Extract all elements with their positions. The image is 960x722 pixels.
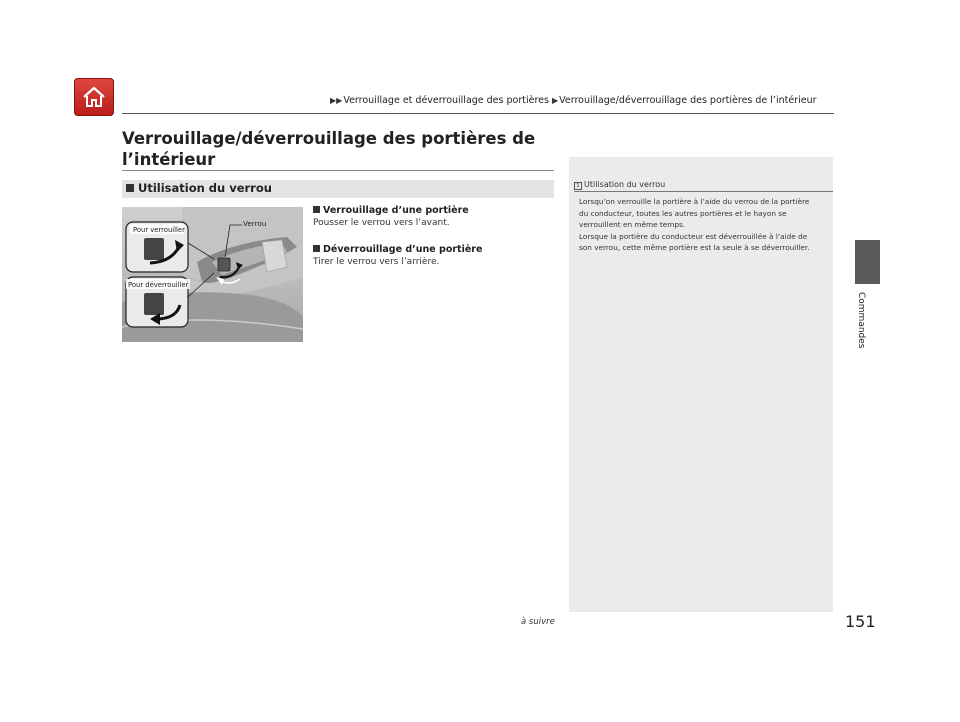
breadcrumb — [330, 95, 817, 106]
page-title-line-1: Verrouillage/déverrouillage des portières de — [122, 129, 536, 148]
continued-label: à suivre — [521, 617, 555, 627]
label-verrou: Verrou — [243, 219, 267, 228]
page-title — [122, 128, 552, 170]
section-title-text: Utilisation du verrou — [138, 181, 272, 195]
chapter-tab[interactable] — [855, 240, 880, 284]
breadcrumb-arrow-icon: ▶ — [551, 96, 559, 105]
breadcrumb-arrow-icon: ▶▶ — [330, 96, 343, 105]
lock-subsection — [313, 205, 553, 228]
page-number: 151 — [845, 612, 876, 631]
unlock-subsection — [313, 244, 553, 267]
door-lock-illustration — [122, 207, 303, 342]
side-note-paragraph-2: Lorsque la portière du conducteur est déverrouillée à l’aide de son verrou, cette même portière est la seule à se déverrouiller. — [579, 231, 810, 252]
square-bullet-icon — [313, 206, 320, 213]
header-divider — [122, 113, 834, 114]
breadcrumb-item-1[interactable]: Verrouillage et déverrouillage des portières — [343, 95, 549, 106]
label-pour-deverrouiller: Pour déverrouiller — [128, 281, 189, 289]
lock-text: Pousser le verrou vers l’avant. — [313, 218, 450, 228]
lock-heading: Verrouillage d’une portière — [313, 205, 553, 216]
home-button[interactable] — [74, 78, 114, 116]
section-title — [126, 181, 272, 195]
side-note-paragraph-1: Lorsqu’on verrouille la portière à l’aide du verrou de la portière du conducteur, toutes les autres portières et le hayon se verrouillent en même temps. — [579, 197, 810, 229]
title-divider — [122, 170, 554, 171]
side-note-title[interactable]: 1 Utilisation du verrou — [574, 180, 665, 190]
page-title-line-2: l’intérieur — [122, 150, 216, 169]
chapter-tab-label: Commandes — [856, 292, 866, 349]
breadcrumb-item-2[interactable]: Verrouillage/déverrouillage des portières de l’intérieur — [559, 95, 817, 106]
label-pour-verrouiller: Pour verrouiller — [133, 226, 185, 234]
unlock-text: Tirer le verrou vers l’arrière. — [313, 257, 440, 267]
reference-icon: 1 — [574, 182, 582, 190]
unlock-heading: Déverrouillage d’une portière — [313, 244, 553, 255]
square-bullet-icon — [126, 184, 134, 192]
side-note-body — [579, 196, 811, 254]
home-icon — [80, 84, 108, 110]
square-bullet-icon — [313, 245, 320, 252]
side-note-divider — [574, 191, 833, 192]
